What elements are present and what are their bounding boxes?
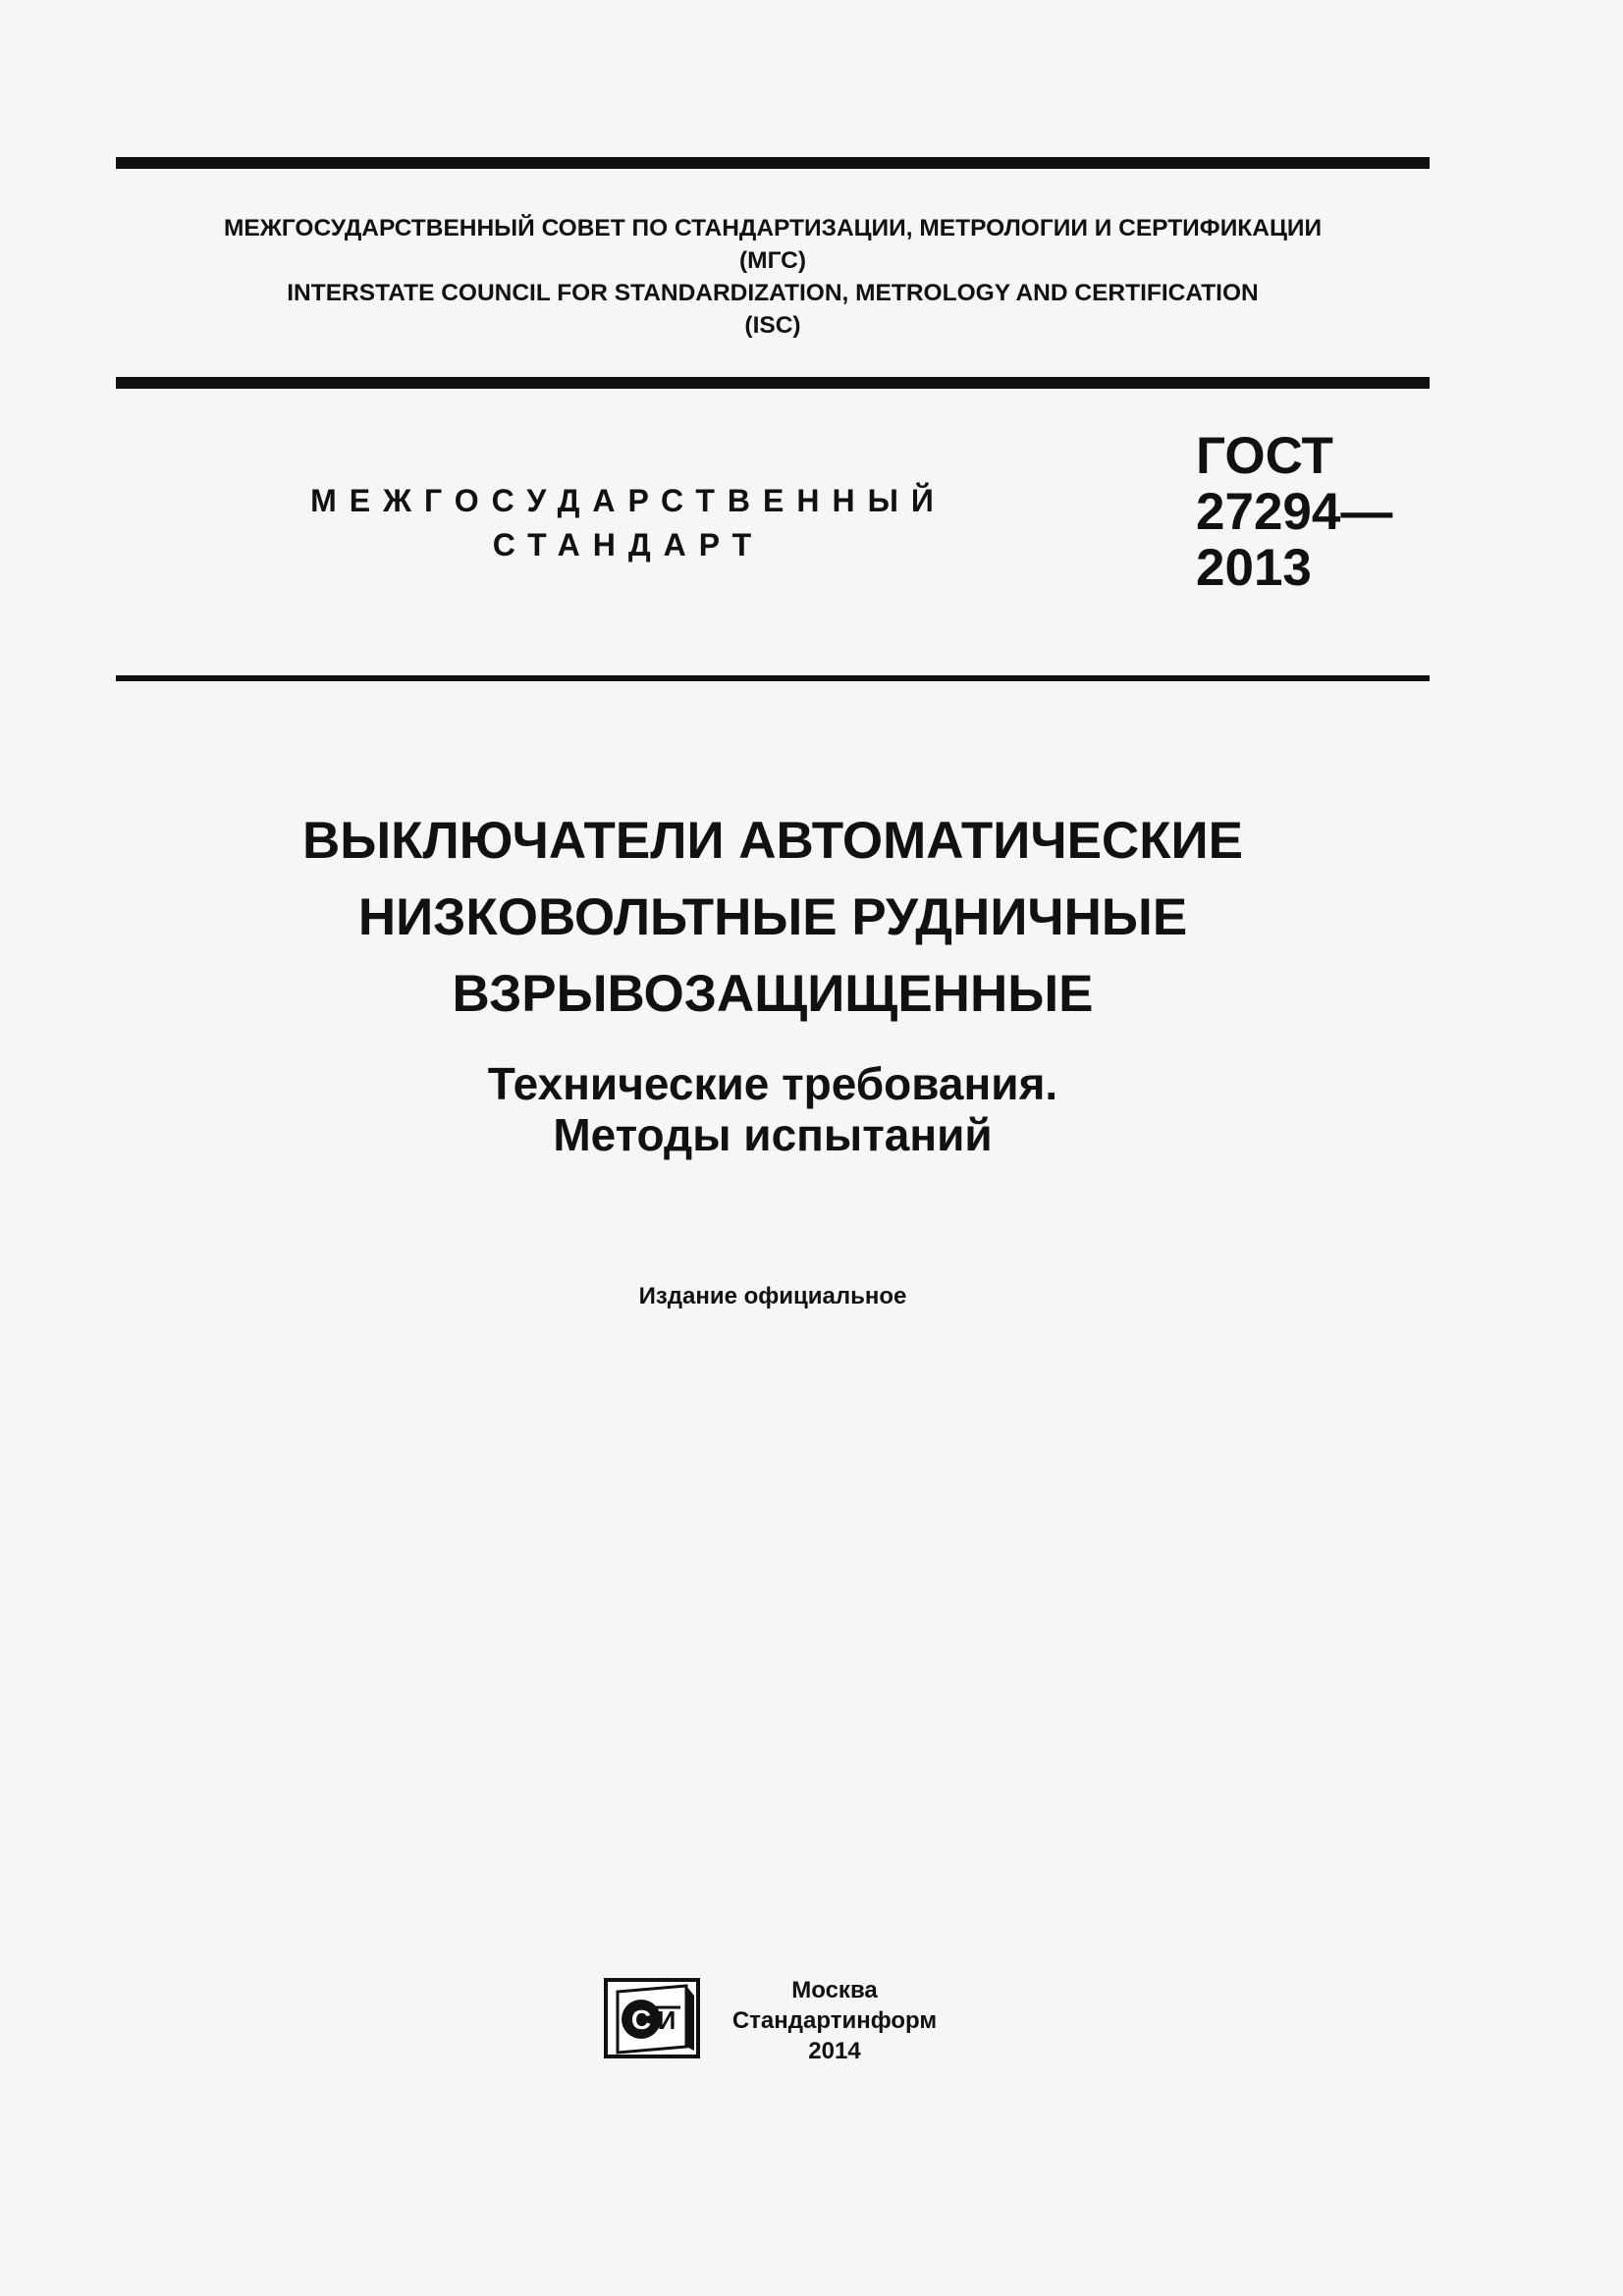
top-rule	[116, 157, 1430, 169]
council-header	[116, 212, 1430, 342]
standard-type-line1: МЕЖГОСУДАРСТВЕННЫЙ	[310, 483, 947, 518]
gost-label: ГОСТ	[1196, 427, 1333, 485]
publisher-name: Стандартинформ	[731, 2007, 938, 2034]
designation-rule	[116, 675, 1430, 681]
subtitle-line1: Технические требования.	[487, 1058, 1058, 1109]
gost-designation	[1196, 428, 1392, 596]
publisher-block	[717, 1975, 952, 2066]
document-subtitle	[116, 1058, 1430, 1160]
publisher-city: Москва	[791, 1977, 878, 2003]
standard-type	[295, 479, 962, 567]
document-title	[116, 803, 1430, 1033]
title-line2: НИЗКОВОЛЬТНЫЕ РУДНИЧНЫЕ	[357, 888, 1188, 946]
council-abbr-ru: (МГС)	[739, 247, 806, 274]
council-name-ru: МЕЖГОСУДАРСТВЕННЫЙ СОВЕТ ПО СТАНДАРТИЗАЦИИ, МЕТРОЛОГИИ И СЕРТИФИКАЦИИ	[223, 215, 1323, 241]
standard-type-line2: СТАНДАРТ	[492, 527, 765, 562]
title-line3: ВЗРЫВОЗАЩИЩЕННЫЕ	[452, 965, 1094, 1023]
council-abbr-en: (ISC)	[744, 312, 801, 339]
edition-note: Издание официальное	[638, 1283, 907, 1309]
standartinform-logo-icon	[604, 1978, 700, 2058]
title-line1: ВЫКЛЮЧАТЕЛИ АВТОМАТИЧЕСКИЕ	[302, 812, 1243, 870]
svg-text:И: И	[657, 2005, 676, 2035]
svg-text:С: С	[630, 2004, 652, 2035]
council-name-en: INTERSTATE COUNCIL FOR STANDARDIZATION, METROLOGY AND CERTIFICATION	[287, 280, 1259, 306]
publisher-year: 2014	[808, 2038, 861, 2064]
subtitle-line2: Методы испытаний	[553, 1109, 993, 1160]
gost-number: 27294—	[1196, 483, 1393, 541]
header-bottom-rule	[116, 377, 1430, 389]
gost-year: 2013	[1196, 539, 1312, 597]
